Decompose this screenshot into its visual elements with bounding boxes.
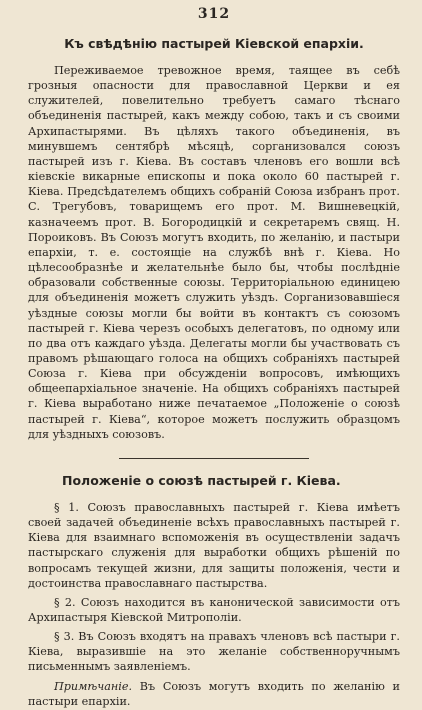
article-heading: Къ свѣдѣнію пастырей Кіевской епархіи. xyxy=(64,36,364,51)
article-body: Переживаемое тревожное время, таящее въ себѣ грозныя опасности для православной Церкви и ея служителей, повелительно требуетъ самаго тѣснаго объединенія пастырей, какъ между собою, такъ и съ своими Архипастырями. Въ цѣляхъ такого объединенія, въ минувшемъ сентябрѣ мѣсяцѣ, сорганизовался союзъ пастырей изъ г. Кіева. Въ составъ членовъ его вошли всѣ кіевскіе викарные епископы и пока около 60 пастырей г. Кіева. Предсѣдателемъ общихъ собраній Союза избранъ прот. С. Трегубовъ, товарищемъ его прот. М. Вишневецкій, казначеемъ прот. В. Богородицкій и секретаремъ свящ. Н. Пороиковъ. Въ Союзъ могутъ входить, по желанію, и пастыри епархіи, т. е. состоящіе на службѣ внѣ г. Кіева. Но цѣлесообразнѣе и желательнѣе было бы, чтобы послѣдніе образовали собственные союзы. Территоріальною единицею для объединенія можетъ служить уѣздъ. Сорганизовавшіеся уѣздные союзы могли бы войти въ контактъ съ союзомъ пастырей г. Кіева черезъ особыхъ делегатовъ, по одному или по два отъ каждаго уѣзда. Делегаты могли бы участвовать съ правомъ рѣшающаго голоса на общихъ собраніяхъ пастырей Союза г. Кіева при обсужденіи вопросовъ, имѣющихъ общеепархіальное значеніе. На общихъ собраніяхъ пастырей г. Кіева выработано ниже печатаемое „Положеніе о союзѣ пастырей г. Кіева“, которое можетъ послужить образцомъ для уѣздныхъ союзовъ. xyxy=(28,64,400,441)
note-label: Примѣчаніе. xyxy=(54,679,133,693)
page-number: 312 xyxy=(197,6,231,22)
statute-heading: Положеніе о союзѣ пастырей г. Кіева. xyxy=(62,472,341,488)
note-text: Въ Союзъ могутъ входить по желанію и пастыри епархіи. xyxy=(28,679,400,709)
statute-note xyxy=(28,679,400,710)
statute-section-2: § 2. Союзъ находится въ канонической зависимости отъ Архипастыря Кіевской Митрополіи. xyxy=(28,595,400,624)
statute-section-3: § 3. Въ Союзъ входятъ на правахъ членовъ всѣ пастыри г. Кіева, выразившіе на это желаніе собственноручнымъ письменнымъ заявленіемъ. xyxy=(28,630,400,674)
section-divider xyxy=(119,458,309,459)
statute-section-1: § 1. Союзъ православныхъ пастырей г. Кіева имѣетъ своей задачей объединеніе всѣхъ православныхъ пастырей г. Кіева для взаимнаго вспоможенія въ осуществленіи задачъ пастырскаго служенія для выработки общихъ рѣшеній по вопросамъ текущей жизни, для защиты положенія, чести и достоинства православнаго пастырства. xyxy=(28,500,400,590)
